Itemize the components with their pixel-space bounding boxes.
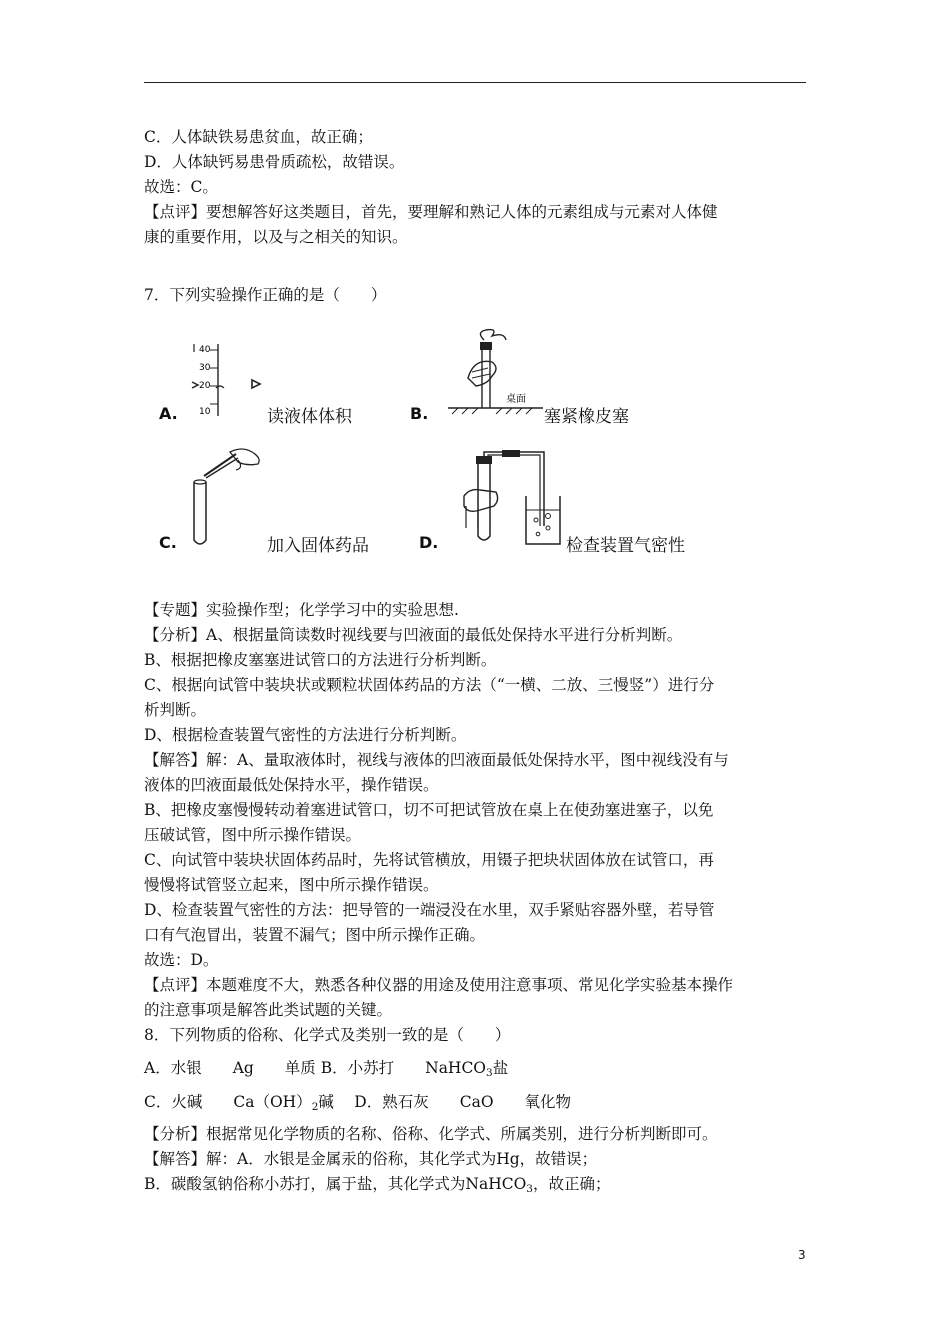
subscript: 3	[526, 1183, 533, 1195]
option-c-caption: 加入固体药品	[267, 536, 369, 556]
option-d-letter: D.	[419, 533, 439, 552]
text-line: 压破试管，图中所示操作错误。	[144, 826, 362, 844]
text-line: C．人体缺铁易患贫血，故正确；	[144, 128, 373, 146]
text-line: C、向试管中装块状固体药品时，先将试管横放，用镊子把块状固体放在试管口，再	[144, 851, 714, 869]
tick-label: 40	[199, 345, 211, 355]
question-8: 8．下列物质的俗称、化学式及类别一致的是（ ）	[144, 1026, 511, 1044]
option-c-letter: C.	[159, 533, 177, 552]
option-a-caption: 读液体体积	[267, 407, 352, 427]
text-line: 【分析】根据常见化学物质的名称、俗称、化学式、所属类别，进行分析判断即可。	[144, 1125, 718, 1143]
text-line: 【解答】解：A、量取液体时，视线与液体的凹液面最低处保持水平，图中视线没有与	[144, 751, 729, 769]
text-line: C、根据向试管中装块状或颗粒状固体药品的方法（“一横、二放、三慢竖”）进行分	[144, 676, 715, 694]
text-line: 【点评】要想解答好这类题目，首先，要理解和熟记人体的元素组成与元素对人体健	[144, 203, 718, 221]
cylinder-figure	[190, 340, 270, 420]
text-line: B、把橡皮塞慢慢转动着塞进试管口，切不可把试管放在桌上在使劲塞进塞子，以免	[144, 801, 714, 819]
stopper-figure	[448, 328, 548, 418]
text-line: 的注意事项是解答此类试题的关键。	[144, 1001, 393, 1019]
text-line: B、根据把橡皮塞塞进试管口的方法进行分析判断。	[144, 651, 497, 669]
text-segment: 盐	[492, 1059, 509, 1077]
text-line: 【专题】实验操作型；化学学习中的实验思想.	[144, 601, 459, 619]
text-segment: A．水银 Ag 单质 B．小苏打 NaHCO	[144, 1059, 487, 1077]
subscript: 3	[486, 1067, 493, 1079]
header-rule	[144, 82, 806, 83]
desk-label: 桌面	[506, 394, 526, 405]
text-line: 析判断。	[144, 701, 207, 719]
text-line: 口有气泡冒出，装置不漏气；图中所示操作正确。	[144, 926, 486, 944]
subscript: 2	[311, 1101, 319, 1113]
airtightness-figure	[456, 450, 566, 550]
question-7: 7．下列实验操作正确的是（ ）	[144, 286, 387, 304]
page-number: 3	[798, 1248, 806, 1262]
tick-label: 30	[199, 363, 211, 373]
text-line: 故选：C。	[144, 178, 218, 196]
text-segment: ，故正确；	[532, 1175, 611, 1193]
text-line: D．人体缺钙易患骨质疏松，故错误。	[144, 153, 405, 171]
option-b-letter: B.	[410, 404, 429, 423]
text-line: D、根据检查装置气密性的方法进行分析判断。	[144, 726, 467, 744]
tick-label: 20	[199, 381, 211, 391]
option-a-letter: A.	[159, 404, 178, 423]
text-segment: 碱 D．熟石灰 CaO 氧化物	[318, 1093, 572, 1111]
text-line: 液体的凹液面最低处保持水平，操作错误。	[144, 776, 439, 794]
text-line: 【分析】A、根据量筒读数时视线要与凹液面的最低处保持水平进行分析判断。	[144, 626, 683, 644]
text-line: 慢慢将试管竖立起来，图中所示操作错误。	[144, 876, 439, 894]
text-line: 故选：D。	[144, 951, 219, 969]
option-d-caption: 检查装置气密性	[566, 536, 685, 556]
text-segment: B．碳酸氢钠俗称小苏打，属于盐，其化学式为NaHCO	[144, 1175, 527, 1193]
text-segment: C．火碱 Ca（OH）	[144, 1093, 312, 1111]
text-line: 【解答】解：A．水银是金属汞的俗称，其化学式为Hg，故错误；	[144, 1150, 598, 1168]
text-line: D、检查装置气密性的方法：把导管的一端浸没在水里，双手紧贴容器外壁，若导管	[144, 901, 715, 919]
text-line: 【点评】本题难度不大，熟悉各种仪器的用途及使用注意事项、常见化学实验基本操作	[144, 976, 734, 994]
text-line: 康的重要作用，以及与之相关的知识。	[144, 228, 408, 246]
text-line	[144, 1174, 610, 1199]
tweezers-figure	[186, 442, 266, 548]
question-8-options-ab	[144, 1058, 508, 1083]
question-8-options-cd	[144, 1092, 571, 1117]
tick-label: 10	[199, 407, 211, 417]
option-b-caption: 塞紧橡皮塞	[544, 407, 629, 427]
